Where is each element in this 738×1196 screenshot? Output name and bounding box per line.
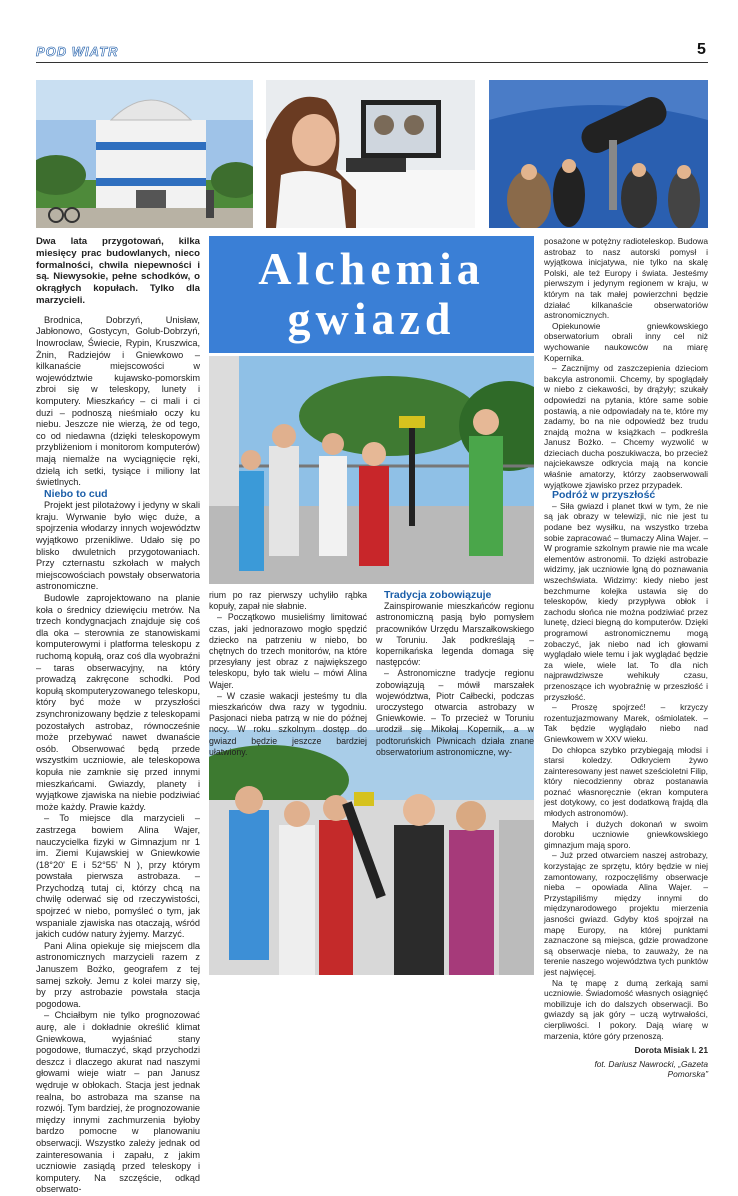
paragraph: Na tę mapę z dumą zerkają sami uczniowie. Świadomość własnych osiągnięć mobilizuje ich do dalszych obserwacji. Bo gwiazdy są jak góry – uczą wytrwałości, cierpliwości. I pokory. Dają wiarę w marzenia, które góry przenoszą.: [544, 977, 708, 1041]
subheading-podroz: Podróż w przyszłość: [552, 489, 656, 502]
paragraph: Brodnica, Dobrzyń, Unisław, Jabłonowo, Gostycyn, Golub-Dobrzyń, Inowrocław, Świecie, Rypin, Kruszwica, Żnin, Radziejów i Gniewkowo – kilkanaście miejscowości w województwie kujawsko-pomorskim zbroi się w teleskopy, lunety i komputery. Mieszkańcy – ci mali i ci duzi – podnoszą nieśmiało oczy ku niebu. Jeszcze nie wierzą, że od tego, co od niedawna (dzięki teleskopowym przybliżeniom i monitorom komputerów) mają niemalże na wyciągnięcie ręki, dzielą ich setki, tysiące i miliony lat świetlnych.: [36, 314, 200, 488]
paragraph: Do chłopca szybko przybiegają młodsi i starsi koledzy. Odkryciem żywo zainteresowany jest nawet sześcioletni Filip, który niecodzienny obraz postanawia poznać własnoręcznie (ekran komputera jest dotykowy, co jest dodatkową frajdą dla młodych astronomów).: [544, 744, 708, 819]
column-3: [376, 590, 534, 758]
column-4: [544, 236, 708, 1080]
paragraph: – Chciałbym nie tylko prognozować aurę, ale i dokładnie określić klimat Gniewkowa, wyjaśniać stany pogodowe, tłumaczyć, skąd przychodzi deszcz i dlaczego akurat nad naszymi głowami wieje wiatr – pan Janusz wędruje w obłokach. Stacja jest jednak realna, bo astrobaza ma szanse na rozwój. Tym bardziej, że prognozowanie między innymi zachmurzenia byłoby bardzo pomocne w planowaniu obserwacji. Wszystko zależy jednak od zainteresowania i zapału, z jakim uczniowie zasiądą przed teleskopy i komputery. Na szczęście, odkąd obserwato-: [36, 1010, 200, 1195]
paragraph: – Siła gwiazd i planet tkwi w tym, że nie są jak obrazy w telewizji, nic nie jest tu podane bez wysiłku, na wszystko trzeba sobie zapracować – tłumaczy Alina Wajer. – W programie szkolnym prawie nie ma wcale elementów astronomii. To dzięki astrobazie widzimy, jak uczniowie lgną do poznawania wszechświata. Widzimy: kiedy niebo jest bezchmurne kolejka ustawia się do teleskopów, kiedy przypływa obłok i zachodu słońca nie można podziwiać przez lunetę, dzieci biegną do komputerów. Dzięki programowi astronomicznemu mogą zobaczyć, jak niebo nad ich głowami wyglądało wiele temu i jak wyglądać będzie za wiele, wiele lat. To dla nich najprawdziwsze wehikuły czasu, przenoszące ich wyobraźnię w przeszłość i przyszłość.: [544, 500, 708, 702]
paragraph: Zainspirowanie mieszkańców regionu astronomiczną pasją było pomysłem pracowników Urzędu Marszałkowskiego w Toruniu. Jak podkreślają – kopernikańska legenda domaga się następców:: [376, 601, 534, 668]
header-publication: POD WIATR: [36, 44, 119, 59]
paragraph: – To miejsce dla marzycieli – zastrzega bowiem Alina Wajer, nauczycielka fizyki w Gimnazjum nr 1 im. Ziemi Kujawskiej w Gniewkowie (18°20' E i 52°55' N ), przy którym powstała pierwsza astrobaza. – Przychodzą tutaj ci, którzy chcą na chwilę oderwać się od rzeczywistości, spojrzeć w niebo, pomyśleć o tym, jak wspaniale zjawiska nas otaczają, wśród jakich cudów natury żyjemy. Marzyć.: [36, 813, 200, 940]
article-lead: Dwa lata przygotowań, kilka miesięcy prac budowlanych, nieco formalności, chwila niepewności i są. Niewysokie, pełne schodków, o okrągłych kopułach. Tylko dla marzycieli.: [36, 236, 200, 306]
paragraph: posażone w potężny radioteleskop. Budowa astrobaz to nasz autorski pomysł i wyjątkowa inicjatywa, nie tylko na skalę Polski, ale też Europy i świata. Jesteśmy pierwszym i jedynym regionem w kraju, w którym na tak małej powierzchni będzie działać kilkanaście obserwatoriów astronomicznych.: [544, 236, 708, 321]
header-rule: [36, 62, 708, 63]
paragraph: – W czasie wakacji jesteśmy tu dla mieszkańców dwa razy w tygodniu. Pasjonaci nieba patrzą w nie do późnej nocy. W roku szkolnym dostęp do gwiazd będzie jeszcze bardziej ułatwiony.: [209, 690, 367, 757]
photo-observatory-building: [36, 80, 253, 228]
paragraph: Opiekunowie gniewkowskiego obserwatorium obrali inny cel niż wychowanie naukowców na miarę Kopernika.: [544, 320, 708, 363]
paragraph: rium po raz pierwszy uchyliło rąbka kopuły, zapał nie słabnie.: [209, 590, 367, 612]
photo-girl-computer: [266, 80, 475, 228]
subheading-niebo-to-cud: Niebo to cud: [44, 487, 108, 500]
paragraph: Budowle zaprojektowano na planie koła o średnicy dziewięciu metrów. Na trzech kondygnacjach znajduje się coś dla oka – sterownia ze stanowiskami komputerowymi i platforma teleskopu z ruchomą kopułą, oraz coś dla wyobraźni – taras obserwacyjny, na który prowadzą zakręcone schodki. Pod kopułą skomputeryzowanego teleskopu, który być może w przyszłości zsynchronizowany będzie z teleskopami pozostałych astrobaz, równocześnie może przebywać nawet dwanaście osób. Obserwować będą przede wszystkim uczniowie, ale teleskopowa kopuła nie zamknie się przed innymi mieszkańcami. Gwiazdy, planety i wyjątkowe zjawiska na niebie podziwiać może każdy. Prawie każdy.: [36, 593, 200, 812]
paragraph: Małych i dużych dokonań w swoim dorobku uczniowie gniewkowskiego gimnazjum mają sporo.: [544, 818, 708, 850]
photo-group-observation: [209, 730, 534, 975]
paragraph: Projekt jest pilotażowy i jedyny w skali kraju. Wyrwanie było więc duże, a spojrzenia włodarzy innych województw wyjątkowo przenikliwe. Udało się po blisko dwuletnich przygotowaniach. Przy czternastu szkołach w małych miejscowościach powstały obserwatoria astronomiczne.: [36, 500, 200, 592]
subheading-tradycja: Tradycja zobowiązuje: [384, 589, 492, 601]
article-author: Dorota Misiak I. 21: [634, 1045, 708, 1056]
paragraph: – Już przed otwarciem naszej astrobazy, korzystając ze sprzętu, który będzie w niej zamontowany, rozpoczęliśmy obserwacje nieba – opowiada Alina Wajer. – Przystąpiliśmy między innymi do międzynarodowego projektu mierzenia jasności gwiazd. Gdyby ktoś spojrzał na mapę Europy, na której punktami zaznaczone są miejsca, gdzie prowadzone są obserwacje nieba, to zauważy, że na terenie naszego województwa tych punktów jest najwięcej.: [544, 850, 708, 977]
paragraph: – Proszę spojrzeć! – krzyczy rozentuzjazmowany Marek, ośmiolatek. – Tak będzie wyglądało niebo nad Gniewkowem w XXV wieku.: [544, 702, 708, 744]
article-title-line2: gwiazd: [287, 293, 456, 344]
photo-telescope-officials: [489, 80, 708, 228]
paragraph: Pani Alina opiekuje się miejscem dla astronomicznych marzycieli razem z Januszem Bożko, geografem z tej samej szkoły. Jemu z kolei marzy się, by przy astrobazie powstała stacja pogodowa.: [36, 940, 200, 1009]
photo-children-telescope: [209, 356, 534, 584]
paragraph: – Początkowo musieliśmy limitować czas, jaki jednorazowo mogło spędzić dziecko na patrzeniu w niebo, bo chętnych do trzech monitorów, na które przesyłany jest obraz z największego teleskopu, było tak wielu – mówi Alina Wajer.: [209, 612, 367, 690]
article-title-line1: Alchemia: [258, 243, 485, 294]
column-2: [209, 590, 367, 758]
paragraph: – Zacznijmy od zaszczepienia dzieciom bakcyla astronomii. Chcemy, by spoglądały w niebo z ciekawości, by drążyły; szukały odpowiedzi na pytania, które same sobie postawią, a nie odpowiadały na te, które my zadamy, bo na nie odpowiedź bez trudu znajdą można w książkach – podkreśla Janusz Bożko. – Chcemy wyzwolić w dzieciach ducha poszukiwacza, bo przecież najciekawsze odkrycia mają na koncie właśnie amatorzy, którzy zaobserwowali wyjątkowe zjawisko przez przypadek.: [544, 363, 708, 490]
photo-credit: fot. Dariusz Nawrocki, „Gazeta Pomorska”: [594, 1058, 708, 1080]
paragraph: – Astronomiczne tradycje regionu zobowiązują – mówił marszałek województwa, Piotr Całbecki, podczas uroczystego otwarcia astrobazy w Gniewkowie. – To przecież w Toruniu urodził się Mikołaj Kopernik, a w podtoruńskich Piwnicach działa znane obserwatorium astronomiczne, wy-: [376, 668, 534, 757]
article-title-box: [209, 236, 534, 353]
column-1: [36, 236, 200, 1196]
page-number: 5: [697, 41, 706, 58]
